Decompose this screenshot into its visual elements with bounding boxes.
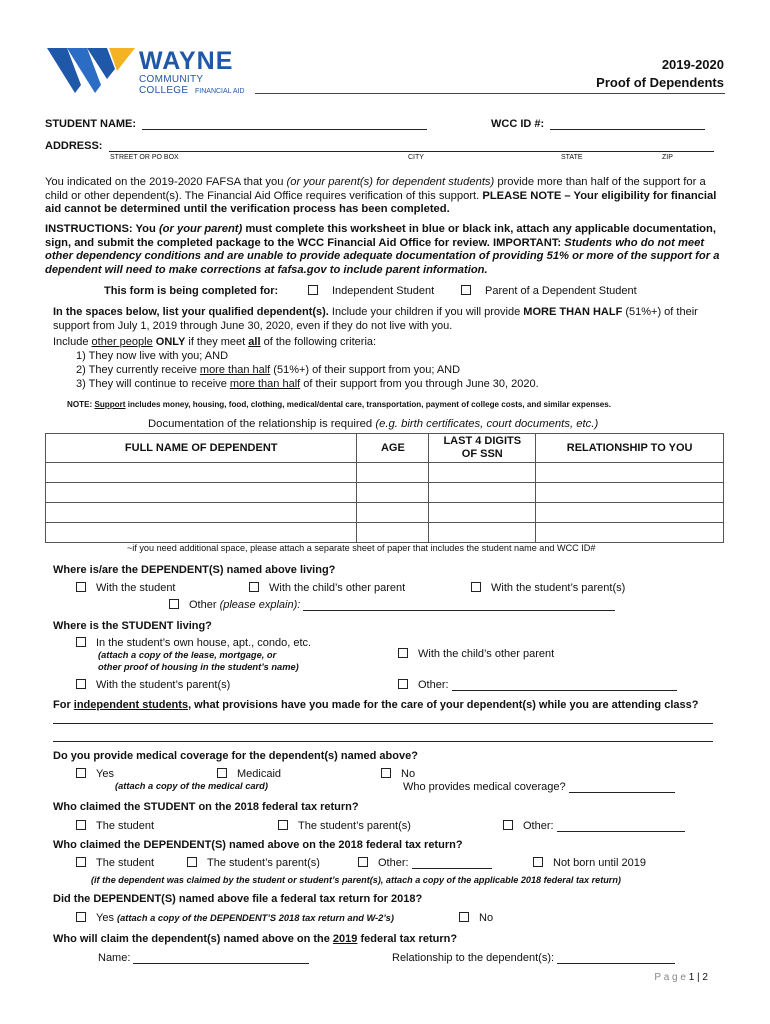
student-living-opt1[interactable] <box>76 637 311 649</box>
student-living-opt1-note2: other proof of housing in the student’s name) <box>98 662 299 672</box>
logo-sub1: COMMUNITY COLLEGE <box>139 74 204 96</box>
page-word: P a g e <box>654 972 686 983</box>
file-no-checkbox[interactable] <box>459 912 469 922</box>
address-row <box>45 140 714 152</box>
claim-2019-name-row <box>98 952 309 964</box>
file-yes-label: Yes <box>96 912 118 924</box>
parent-option[interactable] <box>461 285 637 297</box>
claimed-dep-opt3-label: Other: <box>378 857 409 869</box>
claimed-dep-opt4-checkbox[interactable] <box>533 857 543 867</box>
claimed-dep-opt1-checkbox[interactable] <box>76 857 86 867</box>
criteria-2 <box>76 364 460 376</box>
include-all: all <box>248 336 261 348</box>
claimed-dep-note: (if the dependent was claimed by the student or student’s parent(s), attach a copy of the applicable 2018 federal tax return) <box>91 875 621 885</box>
file-yes[interactable] <box>76 912 394 924</box>
col-full-name: FULL NAME OF DEPENDENT <box>46 434 357 463</box>
independent-student-option[interactable] <box>308 285 434 297</box>
claimed-dep-opt2-label: The student’s parent(s) <box>207 857 320 869</box>
student-living-question: Where is the STUDENT living? <box>53 620 212 632</box>
student-name-row <box>45 118 427 130</box>
parent-checkbox[interactable] <box>461 285 471 295</box>
table-row <box>46 503 724 523</box>
dep-living-opt3-checkbox[interactable] <box>471 582 481 592</box>
addr-city-caption: CITY <box>408 154 424 161</box>
dep-living-opt3-label: With the student’s parent(s) <box>491 582 626 594</box>
claimed-dep-opt2-checkbox[interactable] <box>187 857 197 867</box>
spaces-lead: In the spaces below, list your qualified dependent(s). <box>53 306 329 318</box>
student-living-opt2-label: With the child’s other parent <box>418 648 555 660</box>
addr-state-caption: STATE <box>561 154 583 161</box>
claim-2019-name-field[interactable] <box>133 952 309 964</box>
table-cell[interactable] <box>357 483 429 503</box>
include-if-meet: if they meet <box>185 336 249 348</box>
dep-living-opt4[interactable] <box>169 599 615 611</box>
table-cell[interactable] <box>429 503 536 523</box>
claim-2019-a: Who will claim the dependent(s) named above on the <box>53 933 333 945</box>
criteria-2-b: more than half <box>199 364 271 376</box>
table-row <box>46 483 724 503</box>
page-number <box>654 972 708 983</box>
documentation-italic: (e.g. birth certificates, court documents, etc.) <box>375 418 599 430</box>
criteria-1 <box>76 350 228 362</box>
file-yes-checkbox[interactable] <box>76 912 86 922</box>
claimed-dep-other-field[interactable] <box>412 857 492 869</box>
claimed-dep-opt1[interactable] <box>76 857 154 869</box>
address-label: ADDRESS: <box>45 140 103 152</box>
medical-who-field[interactable] <box>569 781 675 793</box>
col-age: AGE <box>357 434 429 463</box>
include-line <box>53 336 376 348</box>
support-note-label: NOTE: <box>67 400 95 409</box>
dep-living-opt4-checkbox[interactable] <box>169 599 179 609</box>
support-note-text: includes money, housing, food, clothing, medical/dental care, transportation, payment of college costs, and similar expenses. <box>125 400 612 409</box>
wcc-id-field[interactable] <box>550 118 705 130</box>
medical-yes[interactable] <box>76 768 114 780</box>
wcc-id-row <box>491 118 705 130</box>
claimed-dep-opt4[interactable] <box>533 857 646 869</box>
table-cell[interactable] <box>536 523 724 543</box>
claimed-student-opt3-label: Other: <box>523 820 554 832</box>
addr-street-caption: STREET OR PO BOX <box>110 154 179 161</box>
spaces-more-half: MORE THAN HALF <box>523 306 623 318</box>
criteria-3 <box>76 378 539 390</box>
table-cell[interactable] <box>536 503 724 523</box>
col-ssn: LAST 4 DIGITS OF SSN <box>429 434 536 463</box>
medical-medicaid-label: Medicaid <box>237 768 282 780</box>
student-living-opt1-note1: (attach a copy of the lease, mortgage, or <box>98 650 277 660</box>
page-title: Proof of Dependents <box>596 75 724 90</box>
dep-living-opt2-label: With the child’s other parent <box>269 582 406 594</box>
table-cell[interactable] <box>46 523 357 543</box>
independent-student-label: Independent Student <box>332 285 435 297</box>
file-no[interactable] <box>459 912 493 924</box>
dep-living-opt2[interactable] <box>249 582 405 594</box>
student-living-opt2[interactable] <box>398 648 554 660</box>
medical-no-label: No <box>401 768 416 780</box>
table-cell[interactable] <box>46 463 357 483</box>
instructions-text-3: must complete this worksheet in blue or black ink, attach any applicable documentation, sign, and submit the completed package to the WCC Financial Aid Office for review. IMPORTANT: <box>45 223 716 249</box>
support-note <box>67 400 611 409</box>
claimed-student-opt1-label: The student <box>96 820 155 832</box>
support-note-word: Support <box>94 400 126 409</box>
claimed-dep-question: Who claimed the DEPENDENT(S) named above on the 2018 federal tax return? <box>53 839 463 851</box>
addr-zip-caption: ZIP <box>662 154 673 161</box>
table-cell[interactable] <box>357 463 429 483</box>
criteria-2-a: 2) They currently receive <box>76 364 200 376</box>
table-cell[interactable] <box>429 463 536 483</box>
claimed-student-question: Who claimed the STUDENT on the 2018 federal tax return? <box>53 801 359 813</box>
table-cell[interactable] <box>536 483 724 503</box>
dep-living-opt1[interactable] <box>76 582 176 594</box>
claim-2019-relationship-label: Relationship to the dependent(s): <box>392 952 555 964</box>
file-no-label: No <box>479 912 494 924</box>
provisions-answer-line-2[interactable] <box>53 740 713 742</box>
table-cell[interactable] <box>357 523 429 543</box>
include-only: ONLY <box>155 336 186 348</box>
documentation-text: Documentation of the relationship is required <box>148 418 376 430</box>
provisions-a: For <box>53 699 74 711</box>
provisions-b: independent students <box>73 699 189 711</box>
student-name-label: STUDENT NAME: <box>45 118 137 130</box>
page-num: 1 | 2 <box>688 972 708 983</box>
medical-question: Do you provide medical coverage for the dependent(s) named above? <box>53 750 418 762</box>
claimed-student-opt1-checkbox[interactable] <box>76 820 86 830</box>
student-living-opt4-checkbox[interactable] <box>398 679 408 689</box>
claimed-dep-opt1-label: The student <box>96 857 155 869</box>
instructions-text-1: INSTRUCTIONS: You <box>45 223 159 235</box>
dependents-table <box>45 433 724 543</box>
table-cell[interactable] <box>429 523 536 543</box>
student-living-opt3-checkbox[interactable] <box>76 679 86 689</box>
claim-2019-question <box>53 933 457 945</box>
form-year: 2019-2020 <box>661 57 724 72</box>
completed-for-label: This form is being completed for: <box>104 285 279 297</box>
criteria-3-c: of their support from you through June 30, 2020. <box>300 378 539 390</box>
claimed-dep-opt3-checkbox[interactable] <box>358 857 368 867</box>
student-living-opt1-checkbox[interactable] <box>76 637 86 647</box>
dep-living-opt3[interactable] <box>471 582 625 594</box>
file-question: Did the DEPENDENT(S) named above file a federal tax return for 2018? <box>53 893 423 905</box>
claim-2019-c: federal tax return? <box>357 933 458 945</box>
criteria-1-text: 1) They now live with you; AND <box>76 350 229 362</box>
instructions-paragraph <box>45 223 725 277</box>
dep-living-other-field[interactable] <box>303 599 615 611</box>
logo <box>45 45 255 97</box>
medical-medicaid-checkbox[interactable] <box>217 768 227 778</box>
student-living-opt1-label: In the student’s own house, apt., condo, etc. <box>96 637 312 649</box>
table-cell[interactable] <box>46 483 357 503</box>
include-of-criteria: of the following criteria: <box>260 336 377 348</box>
claim-2019-relationship-row <box>392 952 675 964</box>
logo-sub2: FINANCIAL AID <box>195 88 245 95</box>
medical-yes-checkbox[interactable] <box>76 768 86 778</box>
table-cell[interactable] <box>46 503 357 523</box>
medical-who-row <box>403 781 675 793</box>
include-text: Include <box>53 336 92 348</box>
claimed-student-opt1[interactable] <box>76 820 154 832</box>
student-living-opt2-checkbox[interactable] <box>398 648 408 658</box>
claim-2019-name-label: Name: <box>98 952 131 964</box>
claimed-student-opt3[interactable] <box>503 820 685 832</box>
include-other-people: other people <box>91 336 153 348</box>
medical-yes-label: Yes <box>96 768 114 780</box>
student-living-other-field[interactable] <box>452 679 677 691</box>
criteria-2-c: (51%+) of their support from you; AND <box>270 364 461 376</box>
wcc-id-label: WCC ID #: <box>491 118 545 130</box>
logo-name: WAYNE <box>139 47 234 75</box>
table-row <box>46 523 724 543</box>
dep-living-opt4-label: Other <box>189 599 220 611</box>
instructions-text-4: Students who do not meet other dependency conditions and are unable to provide adequate documentation of providing 51% or more of the support for a dependent will need to make corrections at fafsa.gov to include parent information. <box>45 236 720 276</box>
dep-living-opt1-checkbox[interactable] <box>76 582 86 592</box>
claimed-student-opt3-checkbox[interactable] <box>503 820 513 830</box>
medical-who-label: Who provides medical coverage? <box>403 781 566 793</box>
claimed-dep-opt4-label: Not born until 2019 <box>553 857 646 869</box>
medical-no[interactable] <box>381 768 415 780</box>
medical-yes-note: (attach a copy of the medical card) <box>115 781 268 791</box>
student-living-opt4-label: Other: <box>418 679 449 691</box>
criteria-3-a: 3) They will continue to receive <box>76 378 230 390</box>
address-field[interactable] <box>109 140 714 152</box>
student-living-opt4[interactable] <box>398 679 677 691</box>
claim-2019-relationship-field[interactable] <box>557 952 675 964</box>
claimed-dep-opt3[interactable] <box>358 857 492 869</box>
dep-living-question: Where is/are the DEPENDENT(S) named above living? <box>53 564 336 576</box>
intro-text-1: You indicated on the 2019-2020 FAFSA that you <box>45 176 287 188</box>
claimed-student-opt2[interactable] <box>278 820 411 832</box>
provisions-question <box>53 699 698 711</box>
student-living-opt3-label: With the student’s parent(s) <box>96 679 231 691</box>
table-header-row <box>46 434 724 463</box>
medical-medicaid[interactable] <box>217 768 281 780</box>
header-rule <box>255 93 725 94</box>
intro-text-2: (or your parent(s) for dependent students) <box>286 176 495 188</box>
provisions-c: , what provisions have you made for the care of your dependent(s) while you are attending class? <box>188 699 699 711</box>
documentation-line <box>148 418 598 430</box>
dep-living-opt4-explain: (please explain): <box>219 599 301 611</box>
dep-living-opt2-checkbox[interactable] <box>249 582 259 592</box>
spaces-text1: Include your children if you will provide <box>328 306 524 318</box>
criteria-3-b: more than half <box>229 378 301 390</box>
independent-student-checkbox[interactable] <box>308 285 318 295</box>
intro-text-3: provide more than half of the support for a child or other dependent(s). The Financial Aid Office requires verification of this support. <box>45 176 706 202</box>
medical-no-checkbox[interactable] <box>381 768 391 778</box>
student-living-opt3[interactable] <box>76 679 230 691</box>
student-name-field[interactable] <box>142 118 427 130</box>
intro-text-4: PLEASE NOTE – Your eligibility for financial aid cannot be determined until the verification process has been completed. <box>45 189 717 215</box>
provisions-answer-line-1[interactable] <box>53 722 713 724</box>
table-cell[interactable] <box>357 503 429 523</box>
wayne-w-logo-icon <box>45 45 137 95</box>
instructions-text-2: (or your parent) <box>158 223 243 235</box>
table-cell[interactable] <box>429 483 536 503</box>
intro-paragraph <box>45 176 725 217</box>
claimed-student-opt2-checkbox[interactable] <box>278 820 288 830</box>
spaces-paragraph <box>53 306 725 333</box>
claimed-student-opt2-label: The student’s parent(s) <box>298 820 411 832</box>
claim-2019-b: 2019 <box>332 933 358 945</box>
parent-label: Parent of a Dependent Student <box>485 285 637 297</box>
claimed-student-other-field[interactable] <box>557 820 685 832</box>
col-relationship: RELATIONSHIP TO YOU <box>536 434 724 463</box>
dep-living-opt1-label: With the student <box>96 582 176 594</box>
table-cell[interactable] <box>536 463 724 483</box>
file-yes-note: (attach a copy of the DEPENDENT’S 2018 tax return and W-2’s) <box>117 913 394 923</box>
spaces-text2: (51%+) of their support from July 1, 2019 through June 30, 2020, even if they do not live with you. <box>53 306 698 332</box>
claimed-dep-opt2[interactable] <box>187 857 320 869</box>
table-note: ~if you need additional space, please attach a separate sheet of paper that includes the student name and WCC ID# <box>127 543 596 553</box>
table-row <box>46 463 724 483</box>
